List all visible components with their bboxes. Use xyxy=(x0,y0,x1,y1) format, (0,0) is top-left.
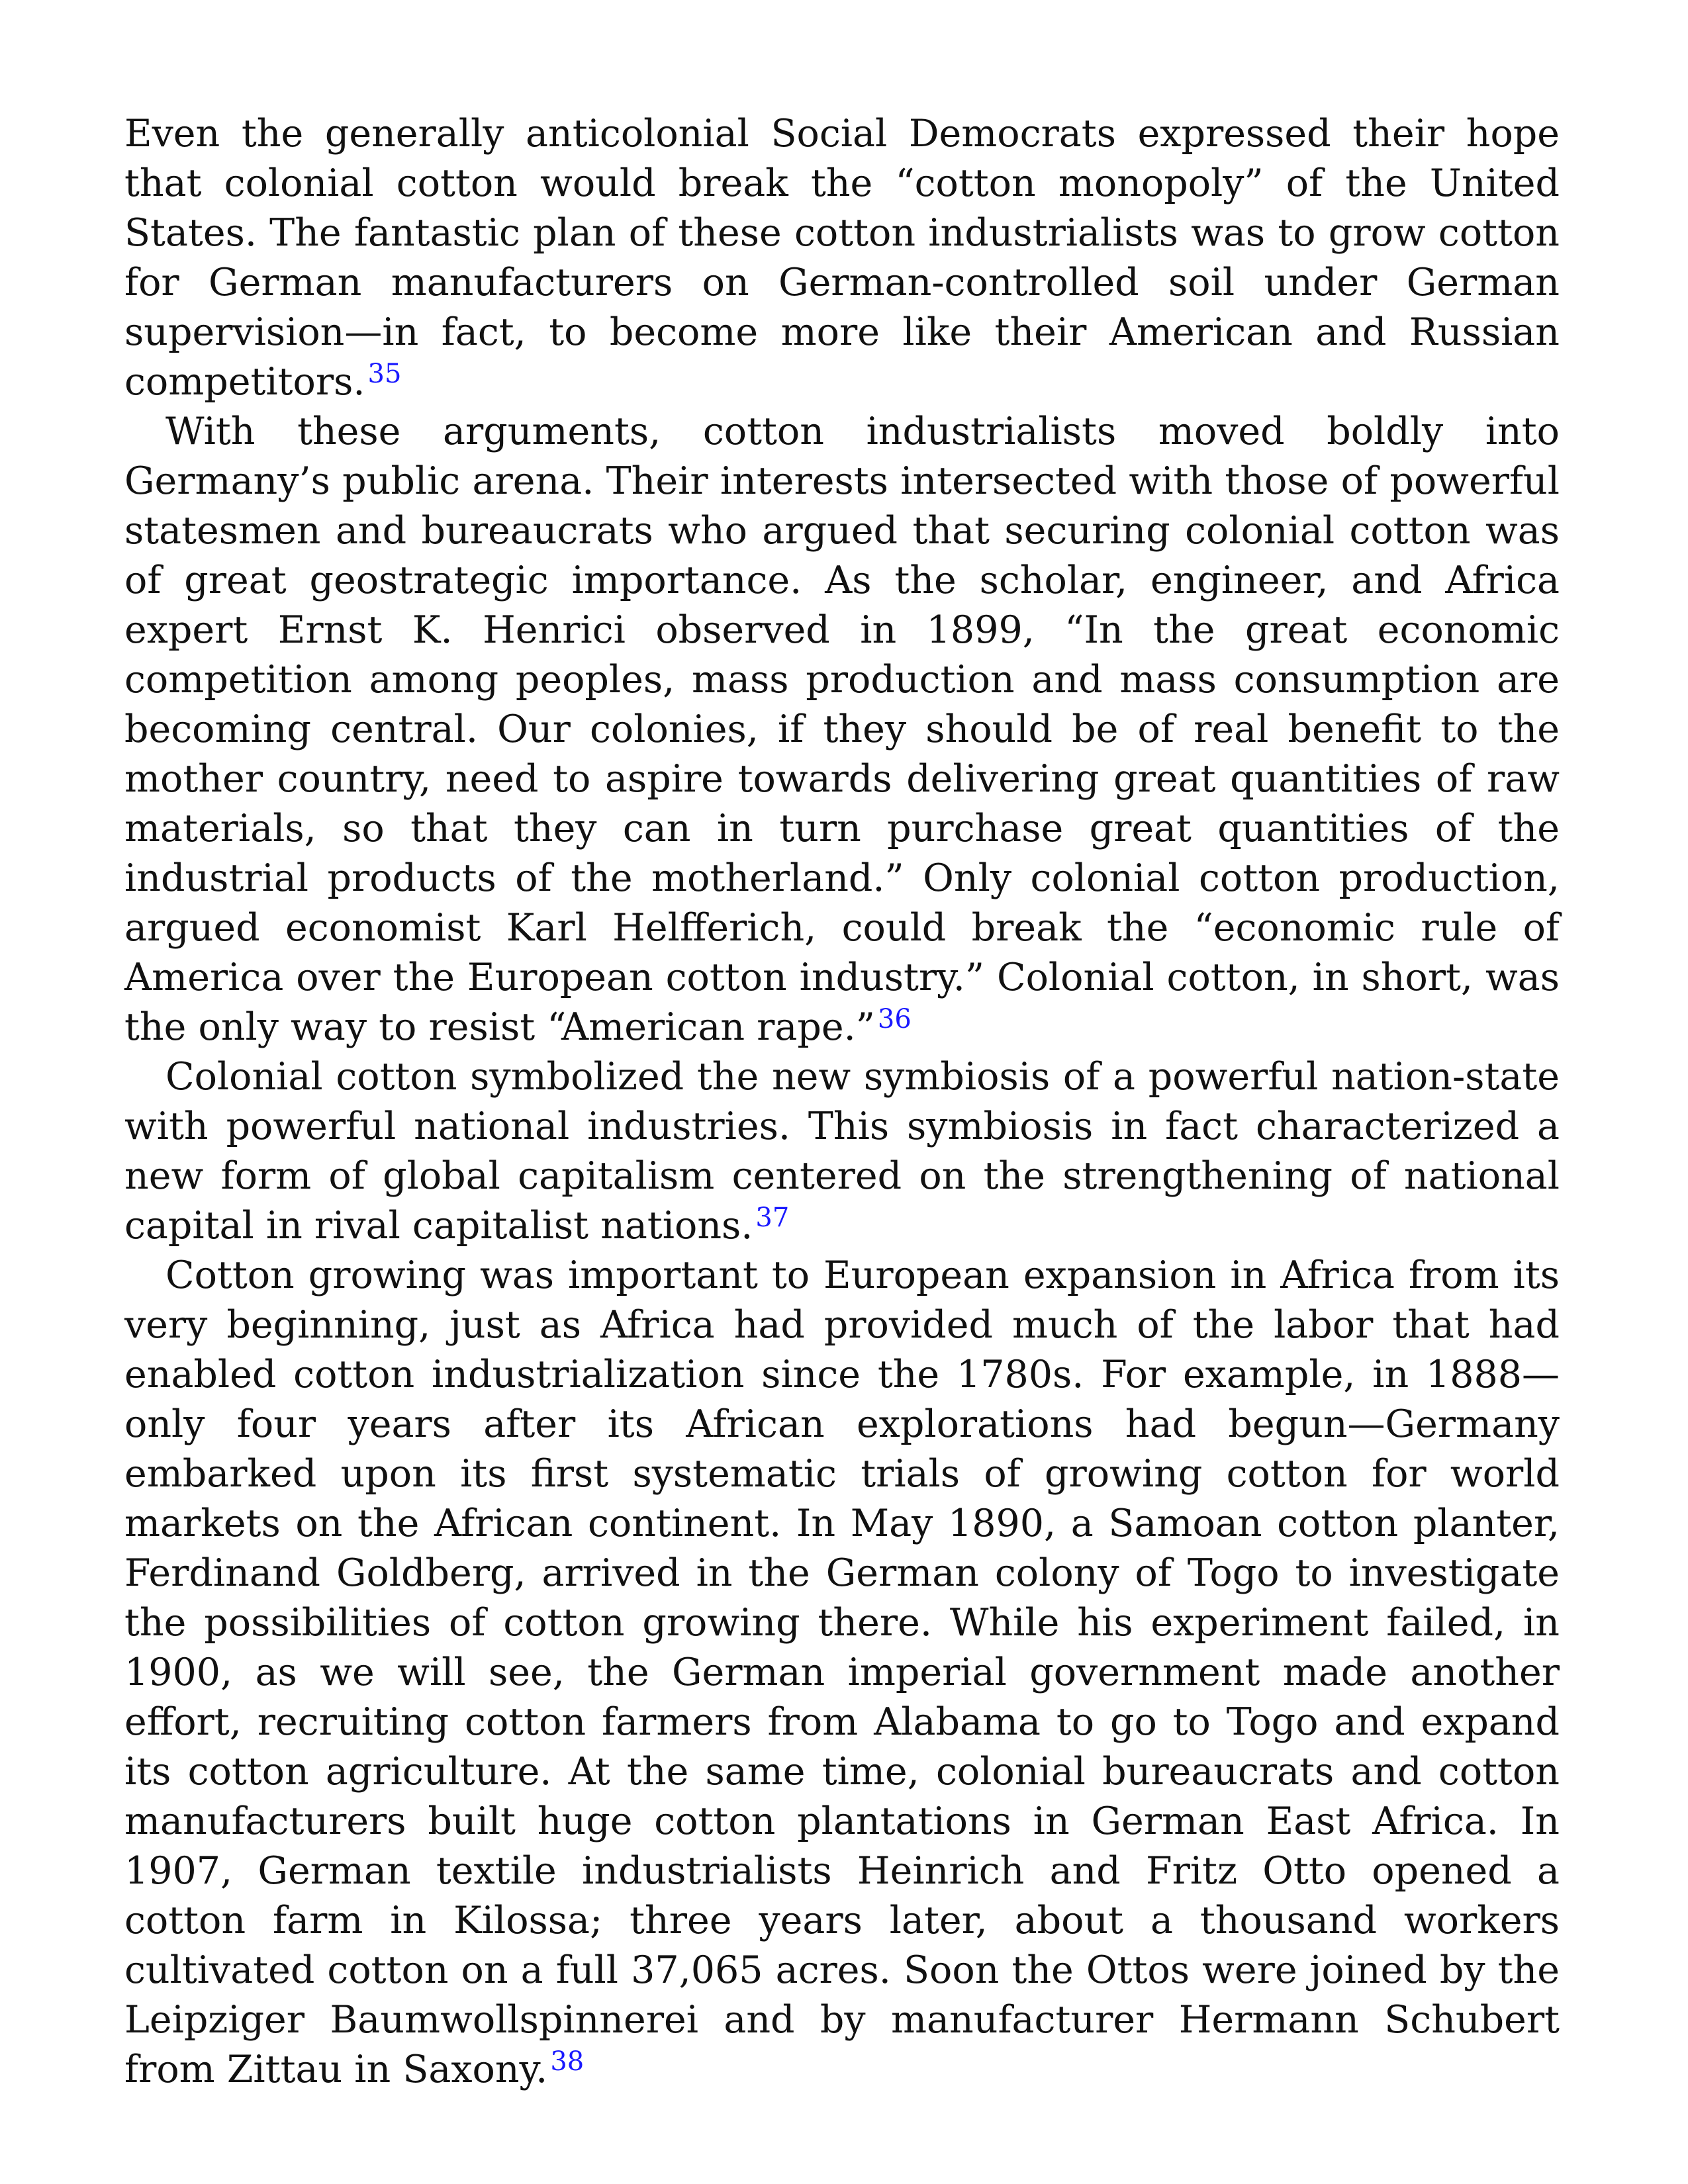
paragraph-text: Cotton growing was important to European expansion in Africa from its very beginning, just as Africa had provided much of the labor that had enabled cotton industrialization since the 1780s. For example, in 1888—only four years after its African explorations had begun—Germany embarked upon its first systematic trials of growing cotton for world markets on the African continent. In May 1890, a Samoan cotton planter, Ferdinand Goldberg, arrived in the German colony of Togo to investigate the possibilities of cotton growing there. While his experiment failed, in 1900, as we will see, the German imperial government made another effort, recruiting cotton farmers from Alabama to go to Togo and expand its cotton agriculture. At the same time, colonial bureaucrats and cotton manufacturers built huge cotton plantations in German East Africa. In 1907, German textile industrialists Heinrich and Fritz Otto opened a cotton farm in Kilossa; three years later, about a thousand workers cultivated cotton on a full 37,065 acres. Soon the Ottos were joined by the Leipziger Baumwollspinnerei and by manufacturer Hermann Schubert from Zittau in Saxony. xyxy=(124,1253,1560,2091)
paragraph-text: Even the generally anticolonial Social Democrats expressed their hope that colonial cotton would break the “cotton monopoly” of the United States. The fantastic plan of these cotton industrialists was to grow cotton for German manufacturers on German-controlled soil under German supervision—in fact, to become more like their American and Russian competitors. xyxy=(124,112,1560,404)
paragraph-text: Colonial cotton symbolized the new symbiosis of a powerful nation-state with powerful national industries. This symbiosis in fact characterized a new form of global capitalism centered on the strengthening of national capital in rival capitalist nations. xyxy=(124,1055,1560,1248)
paragraph-2 xyxy=(124,407,1560,1052)
footnote-link-35[interactable]: 35 xyxy=(367,359,402,389)
paragraph-1 xyxy=(124,109,1560,407)
paragraph-3 xyxy=(124,1052,1560,1251)
paragraph-4 xyxy=(124,1251,1560,2095)
footnote-link-38[interactable]: 38 xyxy=(550,2046,585,2077)
book-page xyxy=(124,109,1560,2095)
footnote-link-37[interactable]: 37 xyxy=(755,1203,790,1233)
footnote-link-36[interactable]: 36 xyxy=(877,1004,912,1034)
paragraph-text: With these arguments, cotton industrialists moved boldly into Germany’s public arena. Their interests intersected with those of powerful statesmen and bureaucrats who argued that securing colonial cotton was of great geostrategic importance. As the scholar, engineer, and Africa expert Ernst K. Henrici observed in 1899, “In the great economic competition among peoples, mass production and mass consumption are becoming central. Our colonies, if they should be of real benefit to the mother country, need to aspire towards delivering great quantities of raw materials, so that they can in turn purchase great quantities of the industrial products of the motherland.” Only colonial cotton production, argued economist Karl Helfferich, could break the “economic rule of America over the European cotton industry.” Colonial cotton, in short, was the only way to resist “American rape.” xyxy=(124,410,1560,1049)
